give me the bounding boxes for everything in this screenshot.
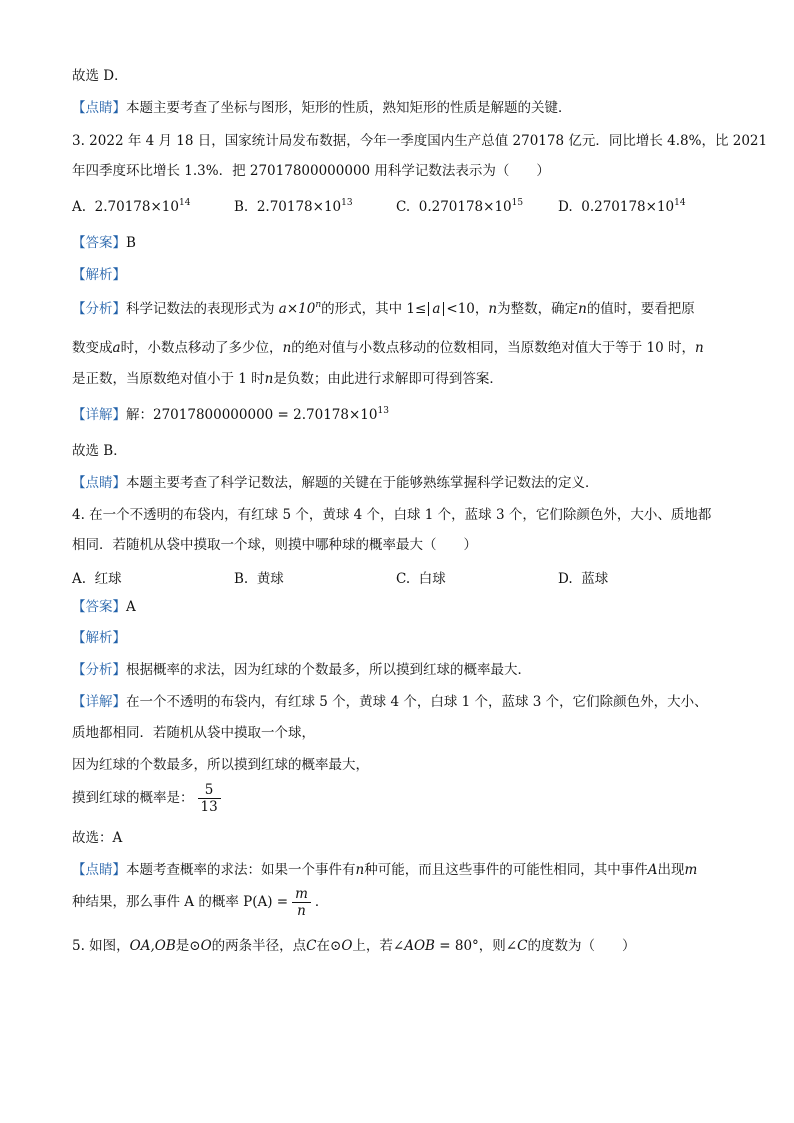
answer-value: A	[126, 599, 136, 615]
text: 种可能，而且这些事件的可能性相同，其中事件	[364, 862, 648, 878]
text: 上，若∠	[352, 938, 405, 954]
comment-text: 本题主要考查了科学记数法，解题的关键在于能够熟练掌握科学记数法的定义．	[126, 475, 599, 491]
formula-exponent: n	[315, 300, 322, 310]
option-exponent: 14	[178, 198, 191, 208]
q3-comment	[72, 474, 599, 492]
option-letter: B.	[234, 199, 249, 215]
circle-center: O	[341, 938, 353, 954]
option-value: 0.270178×10	[418, 199, 512, 215]
q3-option-d	[558, 199, 686, 215]
text: ．	[314, 894, 329, 910]
text: 5. 如图，	[72, 938, 130, 954]
q5-stem	[72, 937, 635, 955]
option-letter: C.	[396, 199, 411, 215]
q3-fenxi-line1	[72, 300, 695, 318]
var-n: n	[488, 301, 498, 317]
comment-tag: 【点睛】	[72, 100, 126, 116]
q3-analysis-tag: 【解析】	[72, 267, 126, 283]
text: 是⊙	[175, 938, 201, 954]
text: 种结果，那么事件 A 的概率 P(A) =	[72, 894, 289, 910]
option-value: 0.270178×10	[581, 199, 675, 215]
option-letter: D.	[558, 199, 573, 215]
q3-fenxi-line3	[72, 370, 503, 388]
option-exponent: 14	[674, 198, 686, 208]
option-letter: D.	[558, 571, 573, 587]
q2-choice: 故选 D．	[72, 68, 128, 84]
q4-detail-line1	[72, 693, 708, 711]
angle-aob: AOB	[404, 938, 435, 954]
q3-option-b	[234, 199, 353, 215]
q4-comment-line1	[72, 861, 697, 879]
option-value: 2.70178×10	[256, 199, 342, 215]
q3-stem-line2: 年四季度环比增长 1.3%．把 27017800000000 用科学记数法表示为（ ）	[72, 163, 550, 179]
q2-comment	[72, 99, 572, 117]
option-letter: A.	[72, 199, 87, 215]
var-n: n	[578, 301, 587, 317]
q4-answer	[72, 598, 136, 616]
q4-option-b	[234, 567, 284, 587]
option-value: 红球	[94, 571, 122, 587]
text: 的形式，其中 1≤	[321, 301, 427, 317]
text: 的绝对值与小数点移动的位数相同，当原数绝对值大于等于 10 时，	[291, 340, 696, 356]
q4-stem-line2: 相同．若随机从袋中摸取一个球，则摸中哪种球的概率最大（ ）	[72, 537, 477, 553]
var-a: A	[647, 862, 658, 878]
q3-fenxi-line2	[72, 339, 704, 357]
text: 数变成	[72, 340, 113, 356]
circle-center: O	[200, 938, 212, 954]
detail-tag: 【详解】	[72, 407, 126, 423]
fraction-denominator: 13	[200, 799, 218, 815]
option-letter: A.	[72, 571, 87, 587]
fenxi-tag: 【分析】	[72, 662, 126, 678]
option-value: 蓝球	[581, 571, 609, 587]
q4-fenxi	[72, 661, 531, 679]
text: 出现	[657, 862, 685, 878]
fenxi-tag: 【分析】	[72, 301, 126, 317]
q4-option-c	[396, 567, 446, 587]
point-c: C	[306, 938, 317, 954]
q4-detail-line2: 质地都相同．若随机从袋中摸取一个球，	[72, 725, 315, 741]
q4-detail-line3: 因为红球的个数最多，所以摸到红球的概率最大，	[72, 757, 369, 773]
answer-value: B	[126, 235, 136, 251]
detail-tag: 【详解】	[72, 694, 126, 710]
q3-choice: 故选 B．	[72, 443, 127, 459]
q4-analysis-tag: 【解析】	[72, 630, 126, 646]
option-letter: C.	[396, 571, 411, 587]
q3-option-a	[72, 199, 190, 215]
q3-stem-line1: 3. 2022 年 4 月 18 日，国家统计局发布数据，今年一季度国内生产总值 270178 亿元．同比增长 4.8%，比 2021	[72, 133, 768, 149]
radii: OA,OB	[129, 938, 176, 954]
option-value: 白球	[418, 571, 446, 587]
detail-exponent: 13	[377, 406, 389, 416]
answer-tag: 【答案】	[72, 235, 126, 251]
text: 的值时，要看把原	[586, 301, 695, 317]
q4-option-d	[558, 567, 608, 587]
fraction-numerator: 5	[198, 782, 221, 799]
abs-value: a	[432, 301, 441, 317]
comment-tag: 【点睛】	[72, 862, 126, 878]
var-n: n	[264, 371, 274, 387]
fenxi-text: 根据概率的求法，因为红球的个数最多，所以摸到红球的概率最大．	[126, 662, 531, 678]
probability-fraction	[198, 782, 221, 815]
q4-choice: 故选：A	[72, 830, 123, 846]
var-n: n	[282, 340, 292, 356]
formula: a×10	[278, 301, 316, 317]
text: 科学记数法的表现形式为	[126, 301, 275, 317]
q3-answer	[72, 234, 136, 252]
fraction-denominator: n	[297, 903, 306, 919]
text: 本题考查概率的求法：如果一个事件有	[126, 862, 356, 878]
q4-option-a	[72, 567, 122, 587]
text: 时，小数点移动了多少位，	[120, 340, 283, 356]
answer-tag: 【答案】	[72, 599, 126, 615]
text: 在⊙	[316, 938, 342, 954]
option-exponent: 15	[511, 198, 524, 208]
detail-text: 在一个不透明的布袋内，有红球 5 个，黄球 4 个，白球 1 个，蓝球 3 个，它们除颜色外，大小、	[126, 694, 708, 710]
text: 是正数，当原数绝对值小于 1 时	[72, 371, 265, 387]
text: 的两条半径，点	[211, 938, 307, 954]
detail-text: 摸到红球的概率是：	[72, 790, 194, 806]
comment-text: 本题主要考查了坐标与图形，矩形的性质，熟知矩形的性质是解题的关键．	[126, 100, 572, 116]
option-letter: B.	[234, 571, 249, 587]
text: 是负数；由此进行求解即可得到答案．	[273, 371, 503, 387]
q3-option-c	[396, 199, 523, 215]
q4-detail-line4	[72, 780, 225, 816]
fraction-numerator: m	[295, 886, 308, 902]
option-exponent: 13	[341, 198, 353, 208]
var-m: m	[684, 862, 698, 878]
var-n: n	[695, 340, 704, 356]
text: = 80°，则∠	[434, 938, 518, 954]
comment-tag: 【点睛】	[72, 475, 126, 491]
text: 为整数，确定	[497, 301, 579, 317]
option-value: 黄球	[256, 571, 284, 587]
q3-detail	[72, 406, 389, 424]
q4-comment-line2	[72, 884, 328, 920]
var-a: a	[112, 340, 121, 356]
probability-formula-fraction	[292, 886, 311, 919]
option-value: 2.70178×10	[94, 199, 179, 215]
point-c: C	[517, 938, 528, 954]
detail-text: 解：27017800000000 = 2.70178×10	[126, 407, 378, 423]
text: <10，	[446, 301, 489, 317]
text: 的度数为（ ）	[527, 938, 636, 954]
q4-stem-line1: 4. 在一个不透明的布袋内，有红球 5 个，黄球 4 个，白球 1 个，蓝球 3 个，它们除颜色外，大小、质地都	[72, 507, 712, 523]
var-n: n	[355, 862, 365, 878]
